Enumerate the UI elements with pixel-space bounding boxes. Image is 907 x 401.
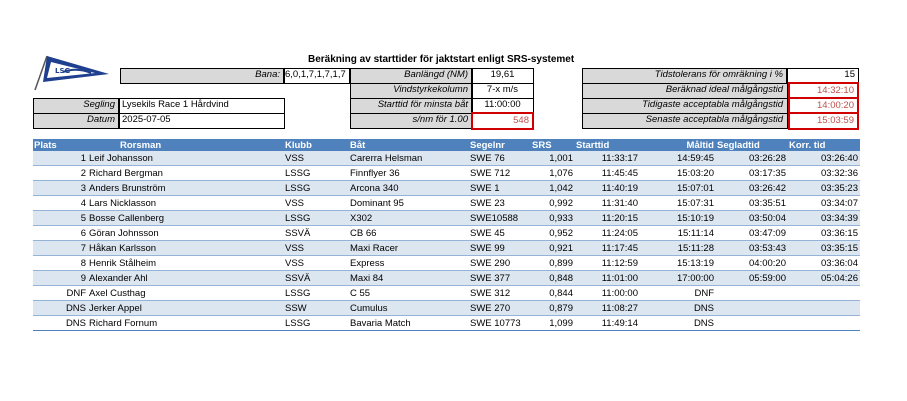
bat-cell: Arcona 340 (349, 181, 469, 196)
table-row[interactable] (33, 271, 860, 286)
col-rorsman[interactable]: Rorsman (88, 139, 284, 151)
maltid-cell: 15:10:19 (640, 211, 716, 226)
starttid-cell: 11:33:17 (575, 151, 640, 166)
bat-cell: Carerra Helsman (349, 151, 469, 166)
plats-cell: DNF (33, 286, 88, 301)
table-row[interactable] (33, 166, 860, 181)
starttid-value[interactable]: 11:00:00 (471, 98, 534, 114)
segelnr-cell: SWE 76 (469, 151, 531, 166)
ideal-value: 14:32:10 (788, 82, 859, 99)
maltid-cell: 15:11:28 (640, 241, 716, 256)
segladtid-cell: 04:00:20 (716, 256, 788, 271)
bana-value[interactable]: 6,0,1,7,1,7,1,7 (283, 68, 350, 84)
korrtid-cell (788, 316, 860, 331)
klubb-cell: VSS (284, 196, 349, 211)
snm-value: 548 (471, 112, 534, 130)
plats-cell: 5 (33, 211, 88, 226)
srs-cell: 1,042 (531, 181, 575, 196)
korrtid-cell: 03:35:23 (788, 181, 860, 196)
srs-cell: 0,992 (531, 196, 575, 211)
srs-cell: 0,844 (531, 286, 575, 301)
col-starttid[interactable]: Starttid (575, 139, 640, 151)
srs-cell: 0,899 (531, 256, 575, 271)
plats-cell: 1 (33, 151, 88, 166)
bat-cell: Finnflyer 36 (349, 166, 469, 181)
maltid-cell: 15:07:01 (640, 181, 716, 196)
table-row[interactable] (33, 151, 860, 166)
korrtid-cell (788, 286, 860, 301)
klubb-cell: VSS (284, 256, 349, 271)
maltid-cell: 15:03:20 (640, 166, 716, 181)
tolerans-value[interactable]: 15 (786, 68, 859, 84)
segelnr-cell: SWE 1 (469, 181, 531, 196)
starttid-cell: 11:12:59 (575, 256, 640, 271)
segladtid-cell (716, 286, 788, 301)
bat-cell: Cumulus (349, 301, 469, 316)
klubb-cell: VSS (284, 241, 349, 256)
klubb-cell: LSSG (284, 181, 349, 196)
segelnr-cell: SWE 23 (469, 196, 531, 211)
klubb-cell: LSSG (284, 316, 349, 331)
table-row[interactable] (33, 256, 860, 271)
maltid-cell: 14:59:45 (640, 151, 716, 166)
vind-label: Vindstyrkekolumn (350, 83, 473, 99)
bat-cell: Maxi 84 (349, 271, 469, 286)
rorsman-cell: Alexander Ahl (88, 271, 284, 286)
korrtid-cell: 03:32:36 (788, 166, 860, 181)
korrtid-cell (788, 301, 860, 316)
starttid-cell: 11:24:05 (575, 226, 640, 241)
segelnr-cell: SWE 270 (469, 301, 531, 316)
col-segelnr[interactable]: Segelnr (469, 139, 531, 151)
srs-cell: 0,952 (531, 226, 575, 241)
plats-cell: DNS (33, 316, 88, 331)
srs-cell: 1,076 (531, 166, 575, 181)
srs-cell: 0,879 (531, 301, 575, 316)
segelnr-cell: SWE 312 (469, 286, 531, 301)
segelnr-cell: SWE 10773 (469, 316, 531, 331)
results-table (33, 139, 860, 331)
table-row[interactable] (33, 181, 860, 196)
senaste-value: 15:03:59 (788, 112, 859, 130)
starttid-cell: 11:20:15 (575, 211, 640, 226)
starttid-cell: 11:49:14 (575, 316, 640, 331)
starttid-cell: 11:00:00 (575, 286, 640, 301)
srs-cell: 1,001 (531, 151, 575, 166)
rorsman-cell: Leif Johansson (88, 151, 284, 166)
starttid-cell: 11:08:27 (575, 301, 640, 316)
rorsman-cell: Jerker Appel (88, 301, 284, 316)
starttid-cell: 11:40:19 (575, 181, 640, 196)
rorsman-cell: Håkan Karlsson (88, 241, 284, 256)
plats-cell: 7 (33, 241, 88, 256)
table-row[interactable] (33, 241, 860, 256)
table-row[interactable] (33, 196, 860, 211)
segladtid-cell: 03:53:43 (716, 241, 788, 256)
segelnr-cell: SWE 290 (469, 256, 531, 271)
rorsman-cell: Lars Nicklasson (88, 196, 284, 211)
bat-cell: Dominant 95 (349, 196, 469, 211)
srs-cell: 0,933 (531, 211, 575, 226)
segladtid-cell: 03:26:42 (716, 181, 788, 196)
korrtid-cell: 03:34:07 (788, 196, 860, 211)
table-row[interactable] (33, 226, 860, 241)
col-klubb[interactable]: Klubb (284, 139, 349, 151)
klubb-cell: SSW (284, 301, 349, 316)
klubb-cell: SSVÄ (284, 271, 349, 286)
srs-cell: 1,099 (531, 316, 575, 331)
korrtid-cell: 03:26:40 (788, 151, 860, 166)
ideal-label: Beräknad ideal målgångstid (582, 83, 788, 99)
tidigaste-label: Tidigaste acceptabla målgångstid (582, 98, 788, 114)
segladtid-cell (716, 301, 788, 316)
plats-cell: 8 (33, 256, 88, 271)
rorsman-cell: Axel Custhag (88, 286, 284, 301)
rorsman-cell: Göran Johnsson (88, 226, 284, 241)
korrtid-cell: 03:34:39 (788, 211, 860, 226)
klubb-cell: SSVÄ (284, 226, 349, 241)
segling-label: Segling (33, 98, 120, 114)
datum-value[interactable]: 2025-07-05 (118, 113, 285, 129)
table-row[interactable] (33, 286, 860, 301)
club-logo (33, 52, 111, 92)
maltid-cell: DNS (640, 316, 716, 331)
page-title: Beräkning av starttider för jaktstart enligt SRS-systemet (308, 54, 575, 65)
korrtid-cell: 03:36:04 (788, 256, 860, 271)
srs-cell: 0,921 (531, 241, 575, 256)
col-segladtid[interactable]: Segladtid (716, 139, 788, 151)
rorsman-cell: Richard Fornum (88, 316, 284, 331)
senaste-label: Senaste acceptabla målgångstid (582, 113, 788, 129)
segladtid-cell: 03:35:51 (716, 196, 788, 211)
col-srs[interactable]: SRS (531, 139, 575, 151)
plats-cell: 4 (33, 196, 88, 211)
segelnr-cell: SWE 377 (469, 271, 531, 286)
segelnr-cell: SWE 45 (469, 226, 531, 241)
maltid-cell: DNS (640, 301, 716, 316)
rorsman-cell: Anders Brunström (88, 181, 284, 196)
segladtid-cell: 05:59:00 (716, 271, 788, 286)
starttid-cell: 11:01:00 (575, 271, 640, 286)
bat-cell: CB 66 (349, 226, 469, 241)
starttid-label: Starttid för minsta båt (350, 98, 473, 114)
segladtid-cell: 03:47:09 (716, 226, 788, 241)
banlangd-value[interactable]: 19,61 (471, 68, 534, 84)
maltid-cell: 17:00:00 (640, 271, 716, 286)
starttid-cell: 11:31:40 (575, 196, 640, 211)
segladtid-cell: 03:17:35 (716, 166, 788, 181)
bana-label: Bana: (120, 68, 285, 84)
bat-cell: C 55 (349, 286, 469, 301)
plats-cell: DNS (33, 301, 88, 316)
rorsman-cell: Henrik Stålheim (88, 256, 284, 271)
klubb-cell: LSSG (284, 286, 349, 301)
col-maltid[interactable]: Måltid (640, 139, 716, 151)
klubb-cell: LSSG (284, 166, 349, 181)
segladtid-cell: 03:26:28 (716, 151, 788, 166)
snm-label: s/nm för 1.00 (350, 113, 473, 129)
segladtid-cell (716, 316, 788, 331)
bat-cell: Express (349, 256, 469, 271)
maltid-cell: 15:13:19 (640, 256, 716, 271)
maltid-cell: DNF (640, 286, 716, 301)
vind-value[interactable]: 7-x m/s (471, 83, 534, 99)
plats-cell: 2 (33, 166, 88, 181)
bat-cell: Maxi Racer (349, 241, 469, 256)
col-korrtid[interactable]: Korr. tid (788, 139, 860, 151)
table-header-row (33, 139, 860, 151)
starttid-cell: 11:17:45 (575, 241, 640, 256)
segling-value[interactable]: Lysekils Race 1 Hårdvind (118, 98, 285, 114)
logo-text: LSG (55, 67, 71, 75)
korrtid-cell: 03:36:15 (788, 226, 860, 241)
datum-label: Datum (33, 113, 120, 129)
tidigaste-value: 14:00:20 (788, 97, 859, 114)
col-bat[interactable]: Båt (349, 139, 469, 151)
table-row[interactable] (33, 301, 860, 316)
plats-cell: 9 (33, 271, 88, 286)
table-row[interactable] (33, 211, 860, 226)
col-plats[interactable]: Plats (33, 139, 88, 151)
segelnr-cell: SWE 99 (469, 241, 531, 256)
segelnr-cell: SWE10588 (469, 211, 531, 226)
klubb-cell: VSS (284, 151, 349, 166)
plats-cell: 3 (33, 181, 88, 196)
korrtid-cell: 05:04:26 (788, 271, 860, 286)
starttid-cell: 11:45:45 (575, 166, 640, 181)
table-row[interactable] (33, 316, 860, 331)
rorsman-cell: Bosse Callenberg (88, 211, 284, 226)
maltid-cell: 15:07:31 (640, 196, 716, 211)
maltid-cell: 15:11:14 (640, 226, 716, 241)
plats-cell: 6 (33, 226, 88, 241)
segladtid-cell: 03:50:04 (716, 211, 788, 226)
tolerans-label: Tidstolerans för omräkning i % (582, 68, 788, 84)
segelnr-cell: SWE 712 (469, 166, 531, 181)
bat-cell: X302 (349, 211, 469, 226)
bat-cell: Bavaria Match (349, 316, 469, 331)
rorsman-cell: Richard Bergman (88, 166, 284, 181)
srs-cell: 0,848 (531, 271, 575, 286)
klubb-cell: LSSG (284, 211, 349, 226)
banlangd-label: Banlängd (NM) (350, 68, 473, 84)
korrtid-cell: 03:35:15 (788, 241, 860, 256)
